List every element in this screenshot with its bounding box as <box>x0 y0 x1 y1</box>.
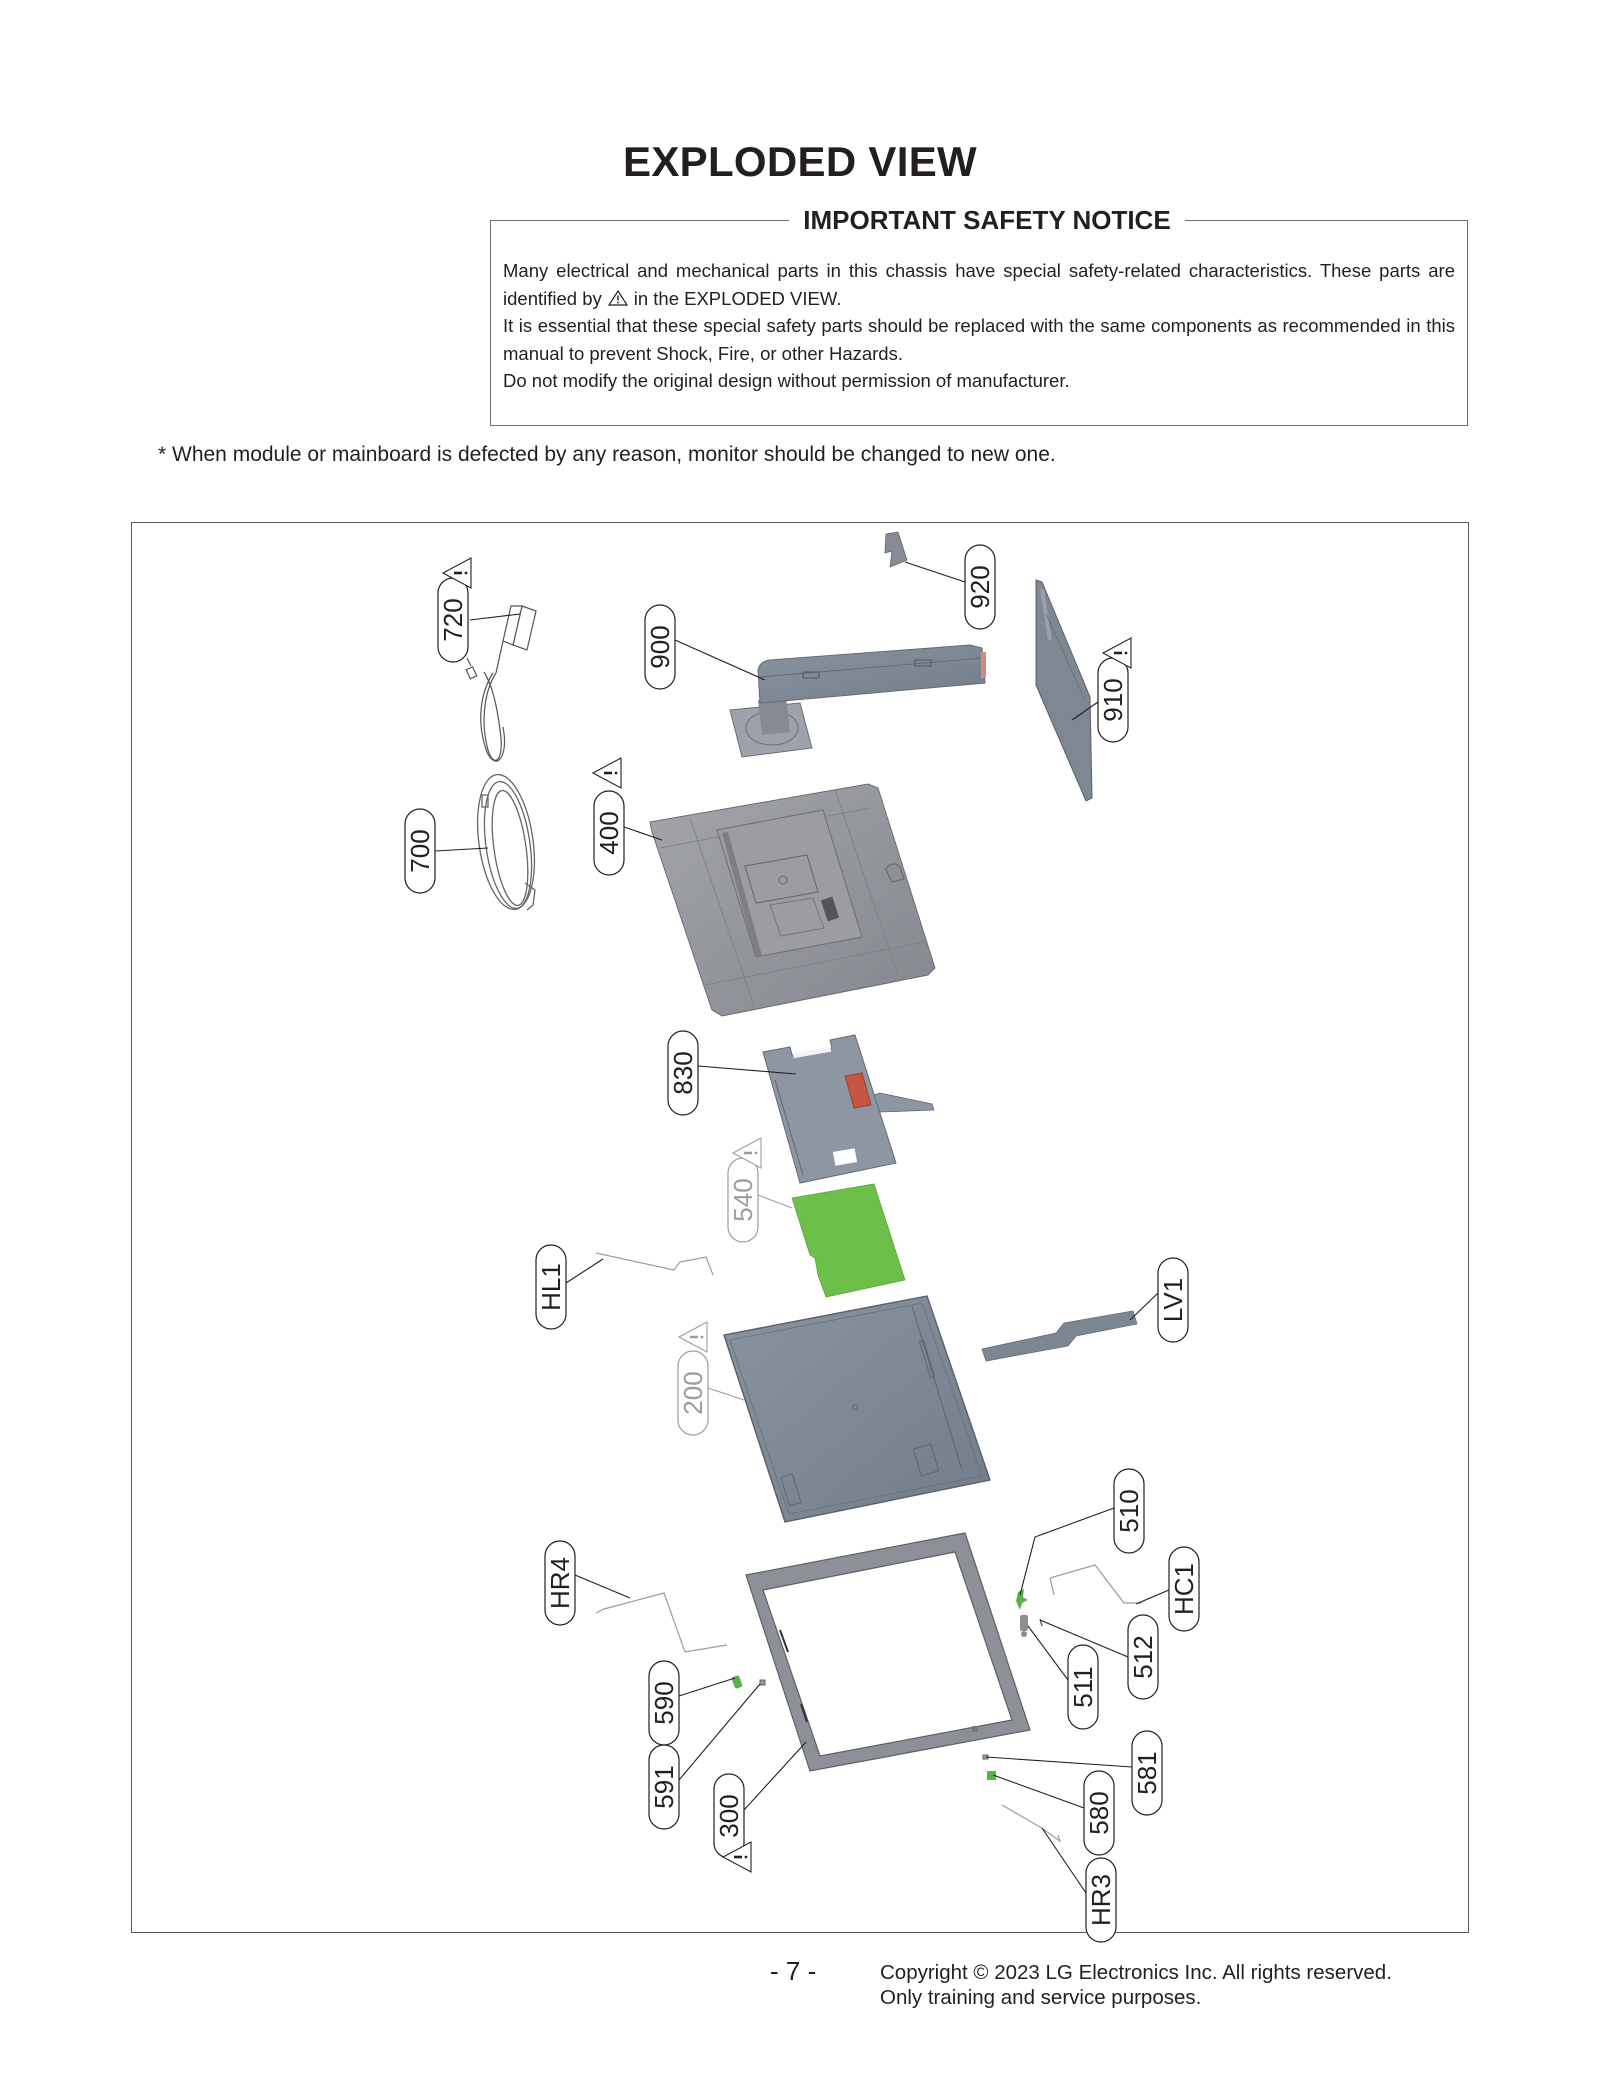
warning-triangle-icon <box>679 1322 707 1352</box>
copyright-notice <box>880 1960 1392 2010</box>
part-830-mainboard-bracket <box>763 1035 934 1183</box>
leader-line <box>679 1684 760 1780</box>
callout-590 <box>649 1661 735 1745</box>
notice-text-1b: in the EXPLODED VIEW. <box>633 287 842 309</box>
part-591-screw <box>760 1680 765 1685</box>
callout-label: HC1 <box>1169 1562 1199 1616</box>
warning-triangle-icon <box>593 758 621 788</box>
callout-label: HL1 <box>536 1263 566 1311</box>
copyright-line-2: Only training and service purposes. <box>880 1986 1202 2009</box>
part-910-stand-base <box>1036 580 1092 801</box>
callout-581 <box>986 1731 1162 1815</box>
leader-line <box>575 1575 630 1598</box>
callout-label: LV1 <box>1158 1277 1188 1323</box>
part-511 <box>1020 1615 1028 1637</box>
part-lv1-cable <box>982 1311 1137 1361</box>
callout-400 <box>593 758 662 875</box>
callout-label: 200 <box>678 1371 708 1415</box>
notice-paragraph-2: It is essential that these special safety parts should be replaced with the same components as recommended in this manual to prevent Shock, Fire, or other Hazards. <box>503 315 1455 364</box>
part-hr3-cable <box>1002 1805 1060 1841</box>
leader-line <box>1028 1626 1068 1680</box>
leader-line <box>679 1678 735 1696</box>
leader-line <box>744 1742 806 1810</box>
leader-line <box>1130 1293 1158 1320</box>
callout-label: HR4 <box>545 1556 575 1610</box>
notice-paragraph-3: Do not modify the original design without permission of manufacturer. <box>503 370 1070 391</box>
notice-text-1a: Many electrical and mechanical parts in this chassis have special safety-related characteristics. These parts are identified by <box>503 260 1455 309</box>
callout-label: 510 <box>1114 1489 1144 1533</box>
callout-700 <box>405 809 488 893</box>
callout-510 <box>1020 1469 1144 1595</box>
leader-line <box>566 1259 603 1283</box>
leader-line <box>708 1388 744 1400</box>
part-920-stand-cover <box>885 532 907 567</box>
part-700-power-cord <box>470 771 542 913</box>
callout-512 <box>1040 1615 1158 1699</box>
callout-label: 540 <box>728 1178 758 1222</box>
part-510-button <box>1016 1589 1028 1610</box>
callout-920 <box>905 545 995 629</box>
leader-line <box>758 1195 792 1208</box>
leader-line <box>1136 1590 1169 1604</box>
callout-label: 910 <box>1098 678 1128 722</box>
callout-540 <box>728 1138 792 1242</box>
callout-label: 920 <box>965 565 995 609</box>
callout-300 <box>714 1742 806 1872</box>
callout-label: 591 <box>649 1765 679 1809</box>
callout-label: 511 <box>1068 1666 1098 1708</box>
part-200-lcd-module <box>724 1296 990 1522</box>
part-720-ac-adapter <box>466 606 536 761</box>
callout-900 <box>645 605 765 689</box>
leader-line <box>905 562 965 582</box>
module-replacement-footnote: * When module or mainboard is defected by any reason, monitor should be changed to new one. <box>158 443 1056 466</box>
callout-label: HR3 <box>1086 1873 1116 1927</box>
leader-line <box>675 640 765 680</box>
callout-label: 830 <box>668 1051 698 1095</box>
safety-notice-heading-text: IMPORTANT SAFETY NOTICE <box>789 205 1184 235</box>
callout-hl1 <box>536 1245 603 1329</box>
copyright-line-1: Copyright © 2023 LG Electronics Inc. All rights reserved. <box>880 1961 1392 1984</box>
callout-label: 300 <box>714 1794 744 1838</box>
leader-line <box>993 1775 1084 1808</box>
leader-line <box>986 1757 1132 1767</box>
callout-hr4 <box>545 1541 630 1625</box>
part-400-back-cover <box>650 784 935 1016</box>
part-540-main-pcb <box>792 1184 905 1297</box>
part-590 <box>731 1675 743 1689</box>
leader-line <box>1020 1508 1114 1595</box>
callout-label: 400 <box>594 811 624 855</box>
page-title: EXPLODED VIEW <box>623 138 977 185</box>
leader-line <box>1042 1828 1086 1893</box>
part-hc1-cable <box>1050 1565 1142 1603</box>
callout-label: 700 <box>405 829 435 873</box>
callout-label: 900 <box>645 625 675 669</box>
callout-label: 720 <box>438 598 468 642</box>
callout-720 <box>438 558 520 662</box>
part-hl1-cable <box>596 1253 713 1275</box>
callout-label: 512 <box>1128 1635 1158 1679</box>
callout-label: 590 <box>649 1681 679 1725</box>
callout-label: 581 <box>1132 1751 1162 1795</box>
part-900-stand-body <box>730 645 986 757</box>
callout-580 <box>993 1771 1114 1855</box>
callout-lv1 <box>1130 1258 1188 1342</box>
page-number: - 7 - <box>770 1956 817 1986</box>
part-hr4-cable <box>596 1593 727 1652</box>
callout-511 <box>1028 1626 1098 1729</box>
callout-label: 580 <box>1084 1791 1114 1835</box>
part-300-front-cabinet <box>746 1533 1030 1771</box>
